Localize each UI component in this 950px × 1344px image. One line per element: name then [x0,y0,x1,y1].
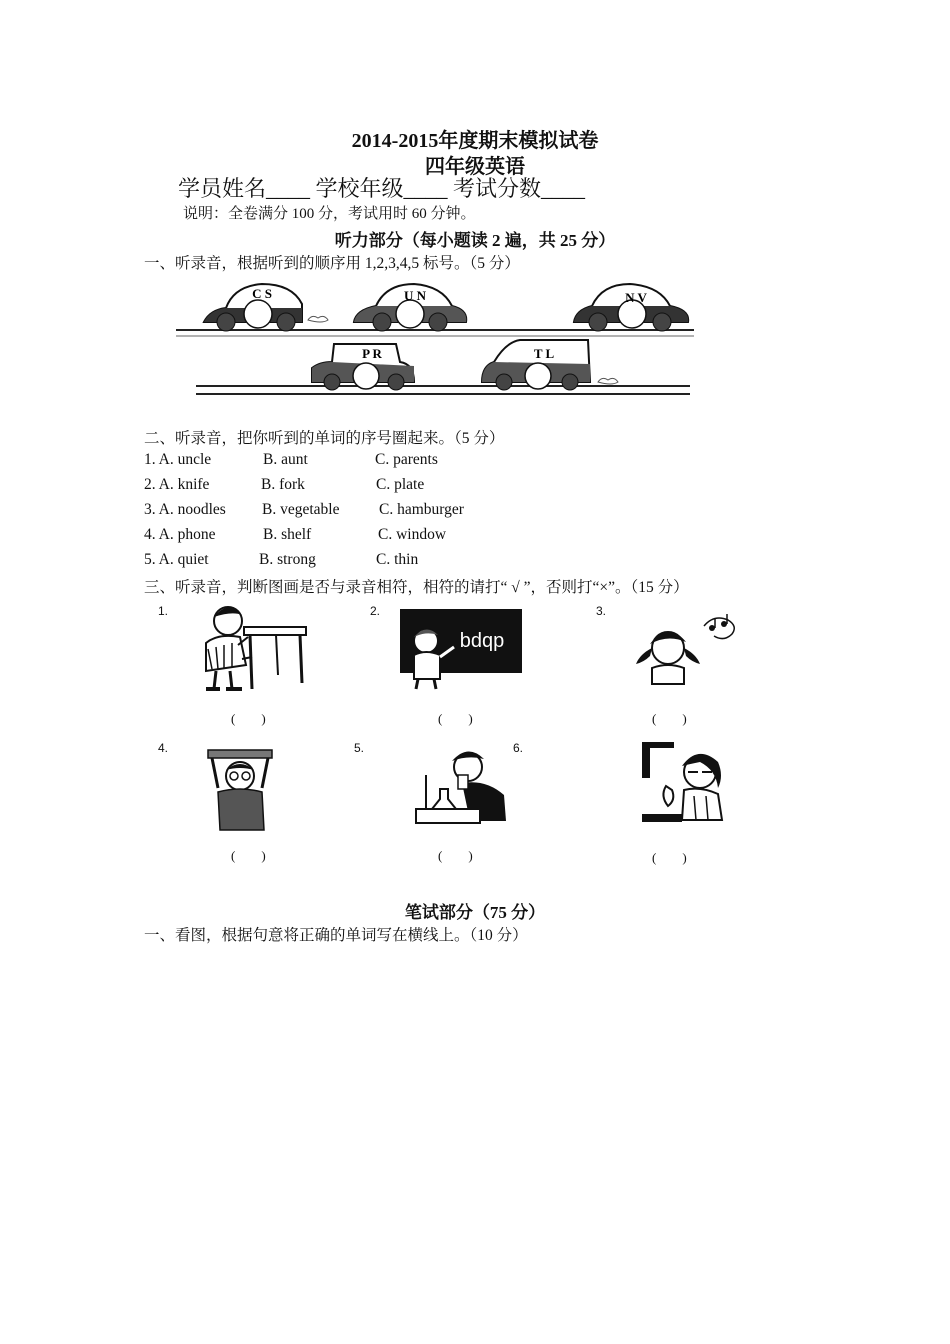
writing-q1-prompt: 一、看图，根据句意将正确的单词写在横线上。（10 分） [144,927,528,944]
q1-prompt: 一、听录音，根据听到的顺序用 1,2,3,4,5 标号。（5 分） [144,255,520,272]
car-label-5: T L [533,346,555,361]
answer-paren-3[interactable]: ( ) [652,711,687,726]
score-blank: ____ [541,176,586,201]
option-a[interactable]: 2. A. knife [144,476,210,493]
option-a[interactable]: 5. A. quiet [144,551,209,568]
exam-note: 说明：全卷满分 100 分，考试用时 60 分钟。 [183,206,476,222]
option-b[interactable]: B. aunt [263,451,308,468]
picture-3-girl-with-music [630,612,742,692]
answer-paren-6[interactable]: ( ) [652,850,687,865]
option-a[interactable]: 1. A. uncle [144,451,212,468]
name-label: 学员姓名 [178,176,267,201]
option-c[interactable]: C. plate [376,476,425,493]
option-c[interactable]: C. parents [375,451,438,468]
score-label: 考试分数 [453,176,542,201]
student-info-line [178,172,585,203]
picture-number-6: 6. [513,741,524,755]
option-a[interactable]: 3. A. noodles [144,501,226,518]
name-blank: ____ [266,176,311,201]
q2-prompt: 二、听录音，把你听到的单词的序号圈起来。（5 分） [144,430,505,447]
exam-title: 2014-2015年度期末模拟试卷 [351,130,599,152]
option-b[interactable]: B. strong [259,551,316,568]
picture-5-boy-with-beaker [412,745,512,831]
answer-paren-2[interactable]: ( ) [438,711,473,726]
picture-number-2: 2. [370,604,381,618]
school-blank: ____ [403,176,448,201]
blackboard-text: bdqp [459,630,505,652]
exam-subtitle: 四年级英语 [425,156,525,178]
writing-heading: 笔试部分（75 分） [404,903,546,922]
picture-4-boy-lifting-books [200,748,284,832]
car-label-4: P R [362,346,382,361]
picture-1-girl-at-table [188,603,312,695]
option-b[interactable]: B. shelf [263,526,312,543]
car-label-2: U N [403,288,427,303]
option-c[interactable]: C. window [378,526,447,543]
car-label-3: N V [625,290,647,305]
listening-heading: 听力部分（每小题读 2 遍，共 25 分） [334,231,616,250]
answer-paren-5[interactable]: ( ) [438,848,473,863]
picture-number-1: 1. [158,604,169,618]
picture-number-3: 3. [596,604,607,618]
school-label: 学校年级 [315,176,404,201]
cars-illustration [170,270,700,410]
picture-2-boy-at-blackboard [396,607,524,691]
option-c[interactable]: C. thin [376,551,419,568]
picture-number-4: 4. [158,741,169,755]
answer-paren-4[interactable]: ( ) [231,848,266,863]
car-label-1: C S [252,286,272,301]
option-a[interactable]: 4. A. phone [144,526,216,543]
picture-number-5: 5. [354,741,365,755]
option-c[interactable]: C. hamburger [379,501,464,518]
picture-6-person-at-window [638,740,734,824]
q3-prompt: 三、听录音，判断图画是否与录音相符，相符的请打“ √ ”，否则打“×”。（15 分） [144,579,689,596]
option-b[interactable]: B. vegetable [262,501,340,518]
option-b[interactable]: B. fork [261,476,305,493]
answer-paren-1[interactable]: ( ) [231,711,266,726]
